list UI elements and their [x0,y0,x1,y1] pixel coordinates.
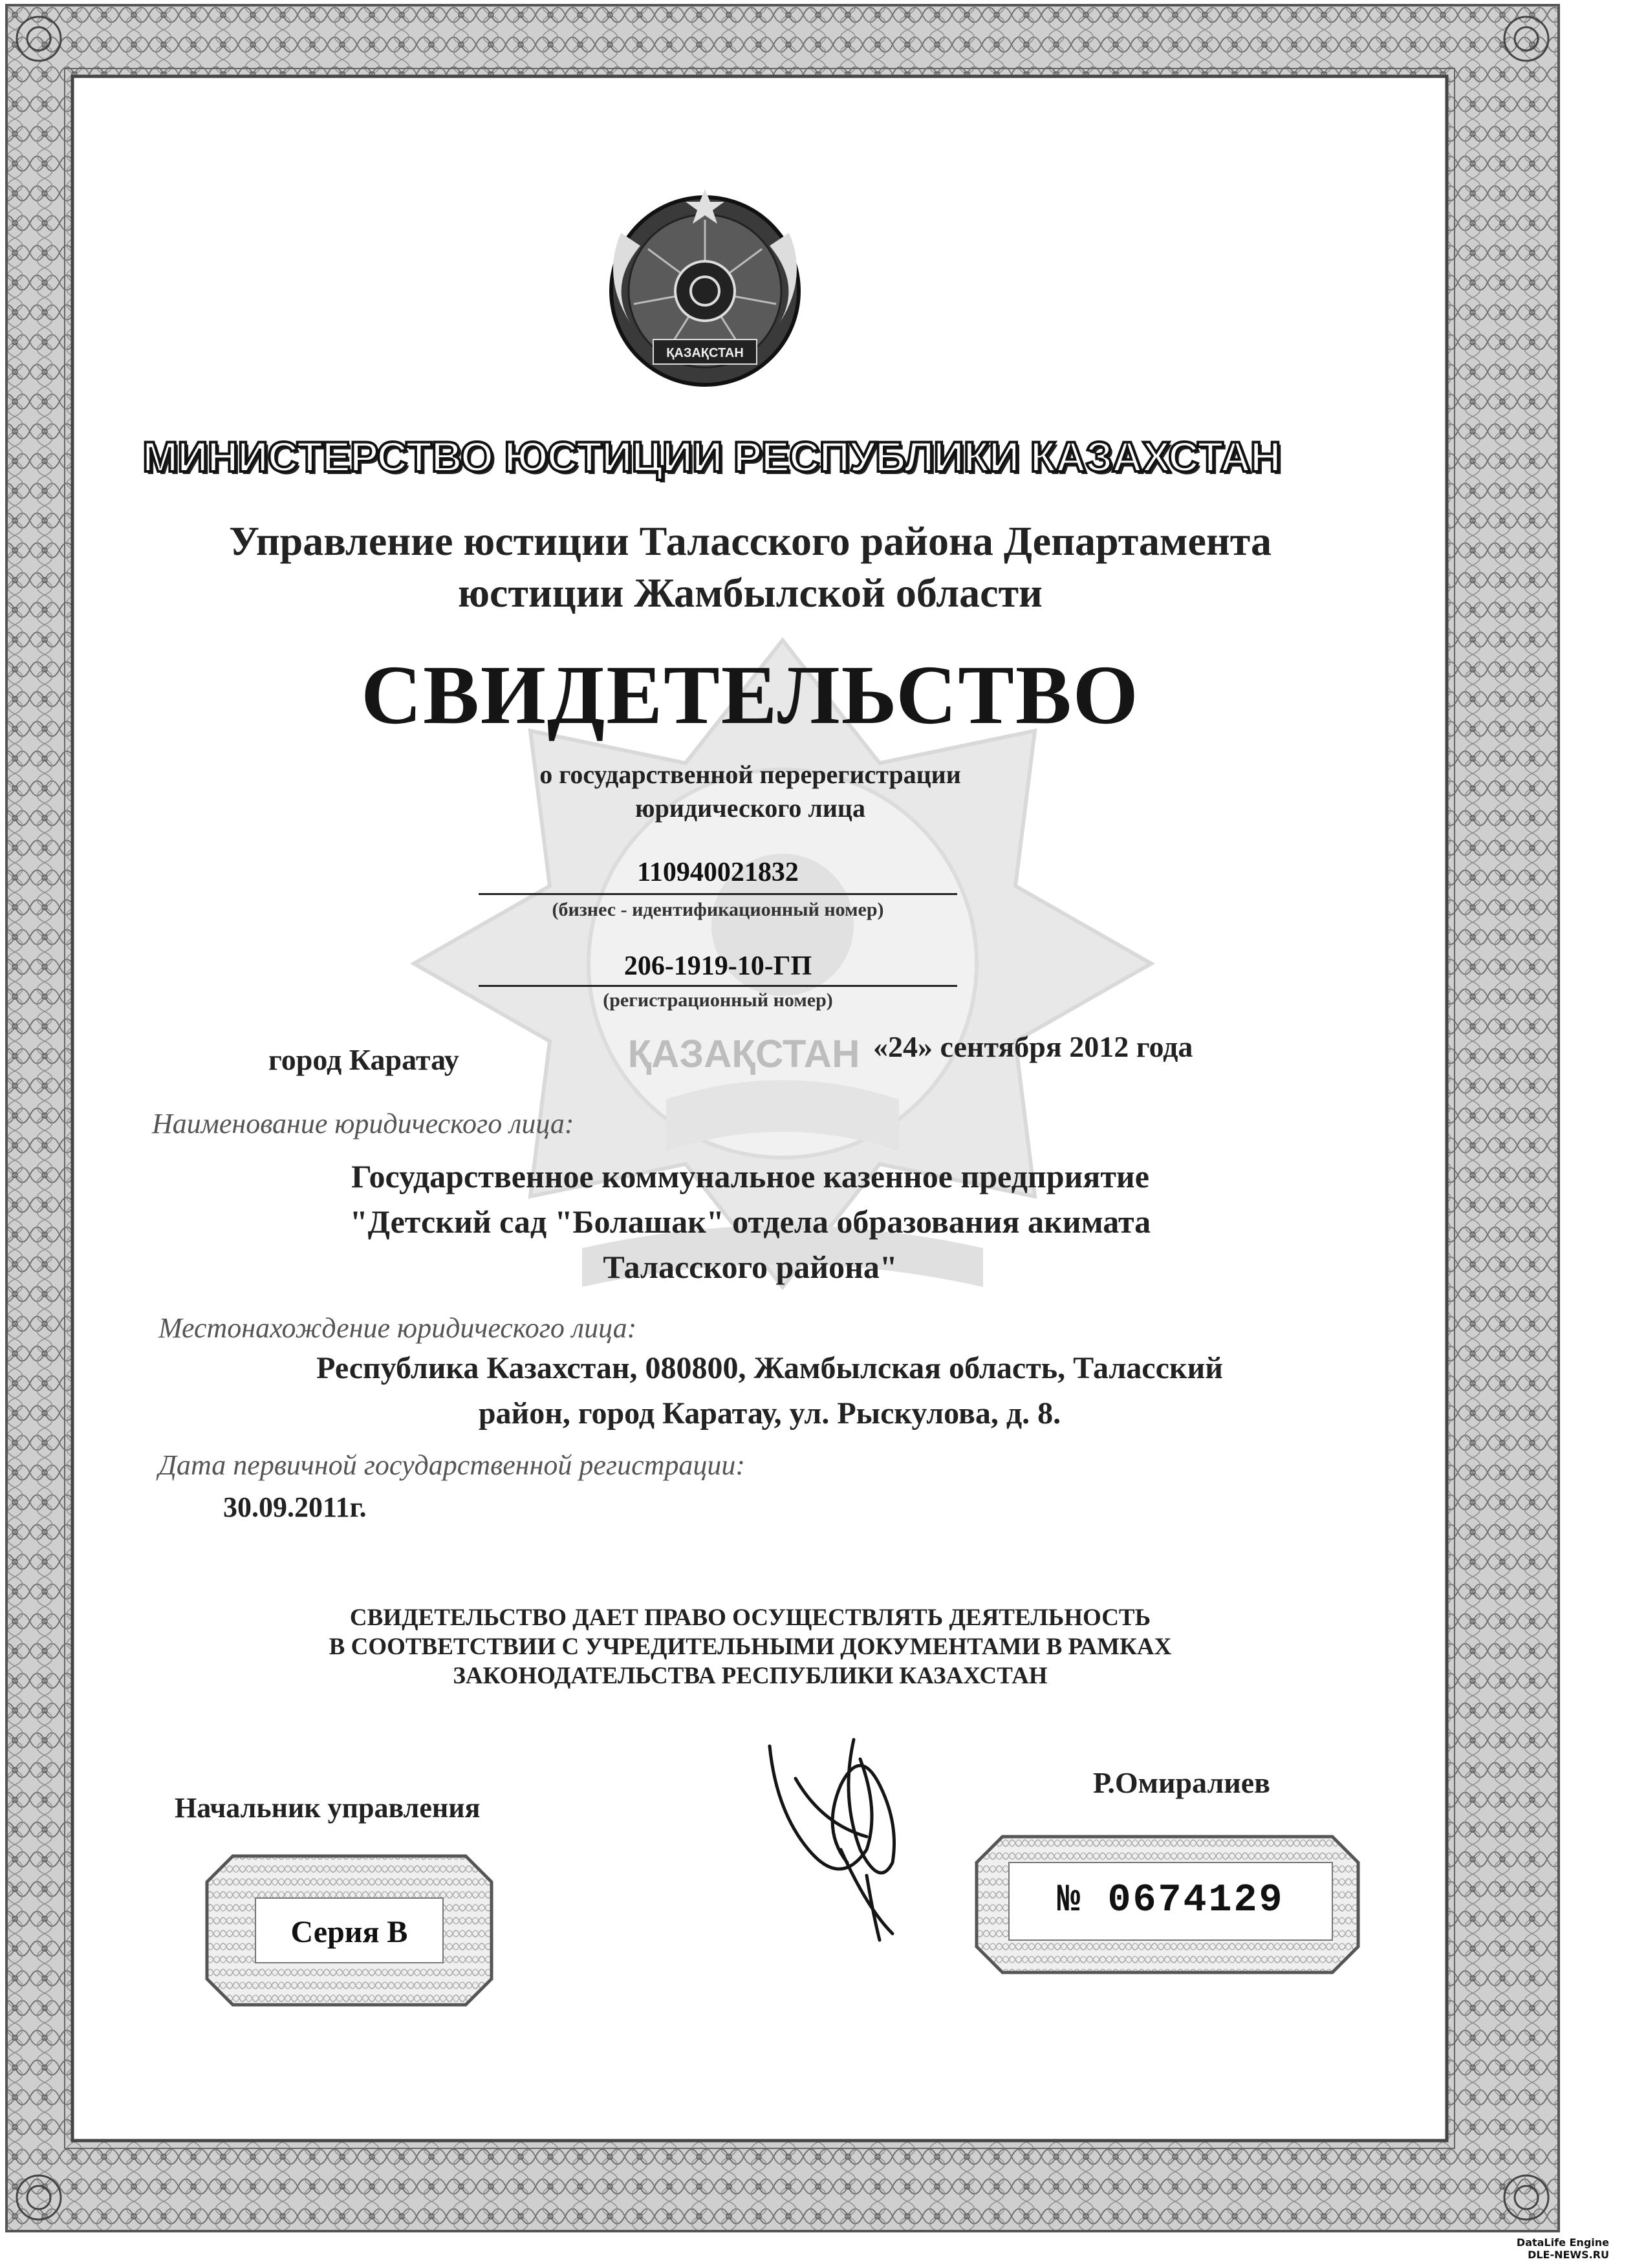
location-line-1: Республика Казахстан, 080800, Жамбылская область, Таласский [316,1351,1223,1385]
signatory-position: Начальник управления [175,1792,481,1824]
rights-line-1: СВИДЕТЕЛЬСТВО ДАЕТ ПРАВО ОСУЩЕСТВЛЯТЬ ДЕЯТЕЛЬНОСТЬ [349,1604,1151,1631]
bin-value: 110940021832 [637,858,799,887]
watermark-label: ҚАЗАҚСТАН [627,1032,860,1075]
name-label: Наименование юридического лица: [152,1108,574,1139]
first-reg-label: Дата первичной государственной регистрации: [158,1449,746,1481]
reg-underline [479,985,957,987]
emblem-label: ҚАЗАҚСТАН [666,346,744,360]
issue-date: «24» сентября 2012 года [873,1030,1193,1063]
bin-underline [479,893,957,895]
document-title: СВИДЕТЕЛЬСТВО [361,649,1140,742]
footer-line-2: DLE-NEWS.RU [1528,2249,1609,2261]
series-label: Серия В [290,1915,408,1949]
site-watermark [1517,2236,1609,2261]
city: город Каратау [268,1043,459,1076]
department-line-2: юстиции Жамбылской области [458,570,1043,616]
entity-name-line-2: "Детский сад "Болашак" отдела образования акимата [349,1204,1151,1240]
subtitle-line-2: юридического лица [635,794,865,823]
footer-line-1: DataLife Engine [1516,2236,1609,2249]
reg-value: 206-1919-10-ГП [623,951,812,981]
bin-caption: (бизнес - идентификационный номер) [552,899,884,920]
signatory-name: Р.Омиралиев [1093,1766,1271,1799]
ministry-title: МИНИСТЕРСТВО ЮСТИЦИИ РЕСПУБЛИКИ КАЗАХСТАН [142,433,1281,481]
location-line-2: район, город Каратау, ул. Рыскулова, д. 8. [478,1396,1061,1431]
subtitle-line-1: о государственной перерегистрации [539,760,961,789]
entity-name-line-3: Таласского района" [603,1249,898,1285]
rights-line-2: В СООТВЕТСТВИИ С УЧРЕДИТЕЛЬНЫМИ ДОКУМЕНТАМИ В РАМКАХ [329,1634,1172,1660]
first-reg-date: 30.09.2011г. [223,1491,367,1523]
reg-caption: (регистрационный номер) [603,989,833,1011]
entity-name-line-1: Государственное коммунальное казенное предприятие [351,1158,1149,1194]
location-label: Местонахождение юридического лица: [158,1312,637,1344]
serial-number: № 0674129 [1057,1879,1284,1923]
rights-line-3: ЗАКОНОДАТЕЛЬСТВА РЕСПУБЛИКИ КАЗАХСТАН [453,1663,1048,1689]
department-line-1: Управление юстиции Таласского района Департамента [229,518,1272,564]
